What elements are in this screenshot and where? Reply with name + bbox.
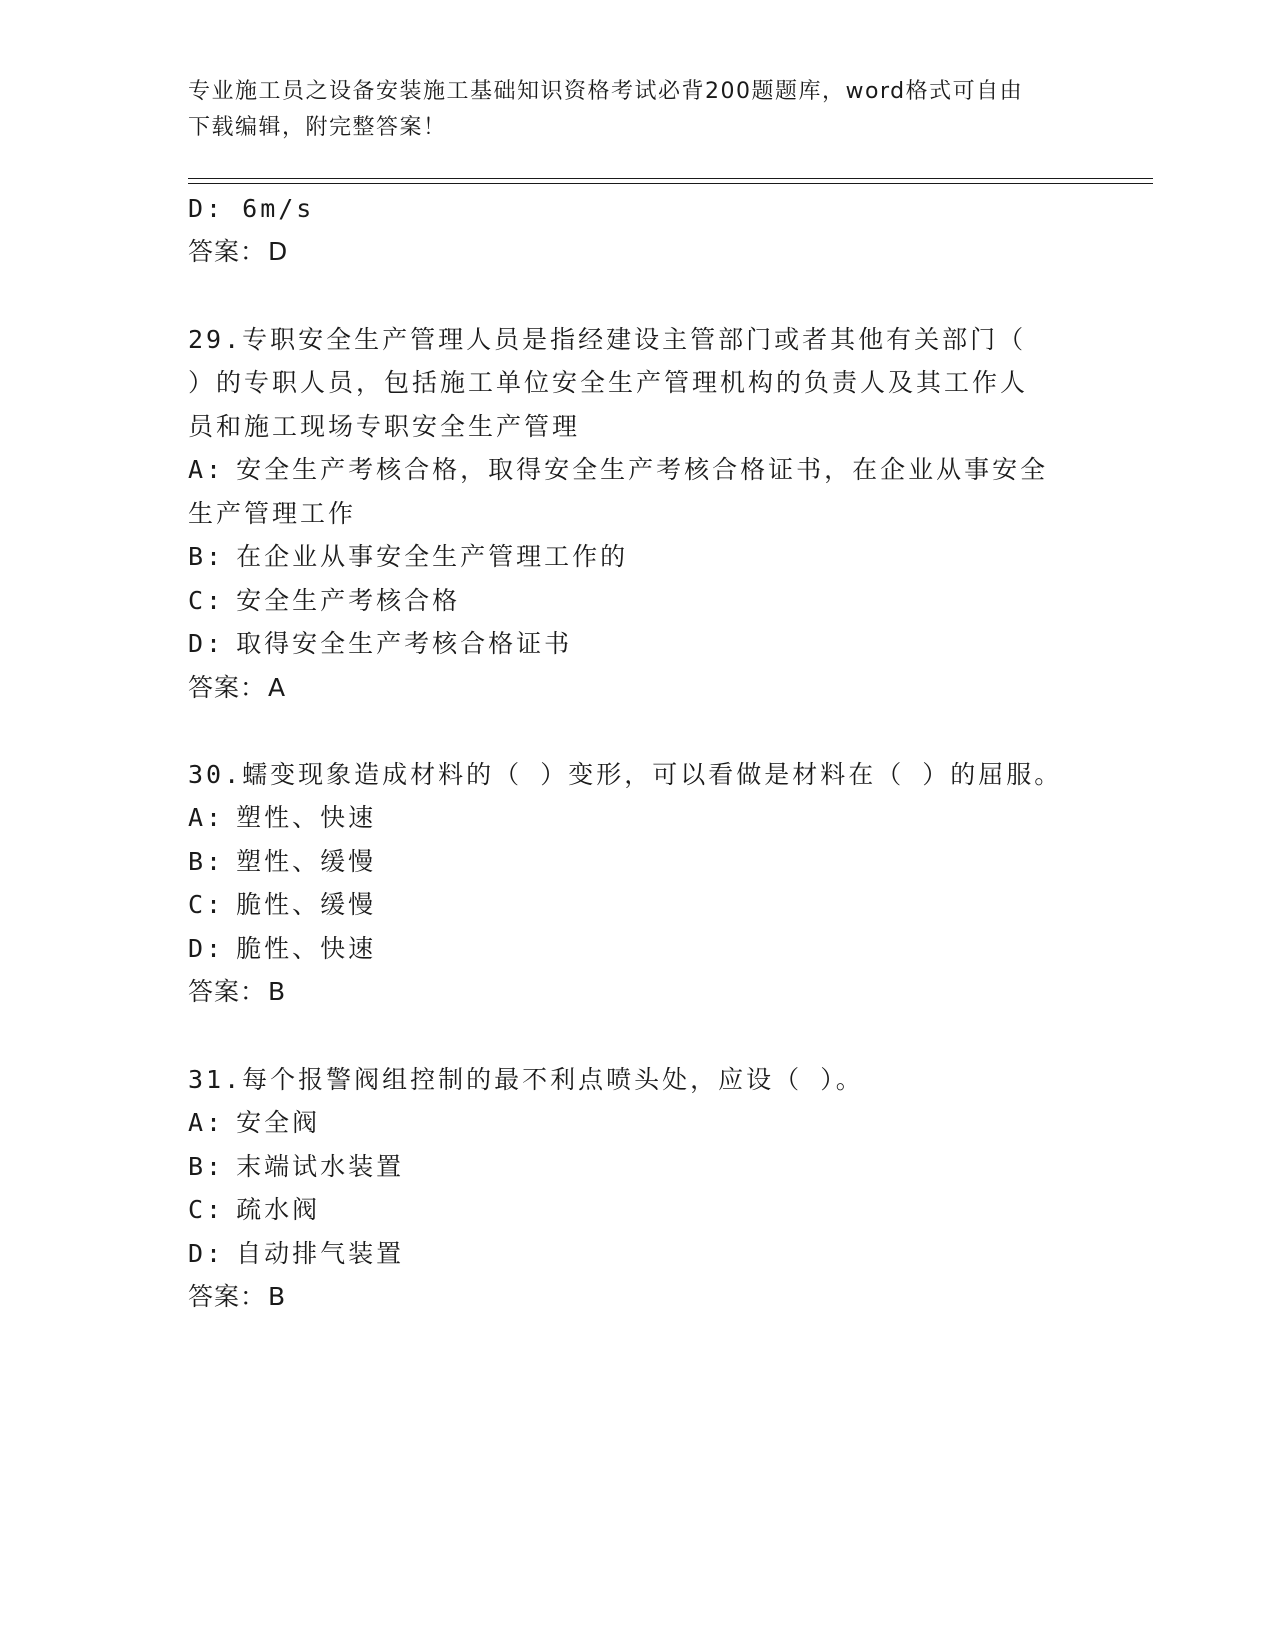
answer-value: B <box>268 1282 287 1311</box>
option-letter: C: <box>188 1195 225 1224</box>
question-30-answer <box>188 975 286 1009</box>
option-text: 在企业从事安全生产管理工作的 <box>236 542 629 571</box>
question-30-option-d <box>188 932 376 966</box>
header-divider-top <box>188 178 1153 179</box>
answer-value: A <box>268 673 287 702</box>
option-text: 末端试水装置 <box>236 1152 405 1181</box>
answer-value: D <box>268 237 289 266</box>
answer-value: B <box>268 977 287 1006</box>
option-text: 安全生产考核合格，取得安全生产考核合格证书，在企业从事安全 <box>236 455 1049 484</box>
option-text: 安全阀 <box>236 1108 321 1137</box>
option-text: 取得安全生产考核合格证书 <box>236 629 573 658</box>
answer-label: 答案： <box>188 673 267 702</box>
question-29-option-b <box>188 540 628 574</box>
question-29-option-c <box>188 584 460 618</box>
option-text: 塑性、快速 <box>236 803 377 832</box>
option-text: 自动排气装置 <box>236 1239 405 1268</box>
question-31-option-c <box>188 1193 320 1227</box>
document-header <box>188 74 1088 146</box>
question-30-option-c <box>188 888 376 922</box>
option-letter: B: <box>188 847 225 876</box>
option-text: 脆性、快速 <box>236 934 377 963</box>
option-text: 安全生产考核合格 <box>236 586 461 615</box>
option-letter: D: <box>188 1239 225 1268</box>
question-30-option-b <box>188 845 376 879</box>
answer-label: 答案： <box>188 237 267 266</box>
question-29-option-d <box>188 627 572 661</box>
option-letter: B: <box>188 1152 225 1181</box>
option-letter: C: <box>188 586 225 615</box>
header-line-1: 专业施工员之设备安装施工基础知识资格考试必背200题题库，word格式可自由 <box>188 79 1024 104</box>
option-letter: A: <box>188 1108 225 1137</box>
answer-label: 答案： <box>188 977 267 1006</box>
option-text: 脆性、缓慢 <box>236 890 377 919</box>
option-letter: B: <box>188 542 225 571</box>
option-letter: C: <box>188 890 225 919</box>
question-29-answer <box>188 671 286 705</box>
answer-label: 答案： <box>188 1282 267 1311</box>
question-29-option-a <box>188 453 1048 487</box>
question-29-stem-line-1: 29.专职安全生产管理人员是指经建设主管部门或者其他有关部门（ <box>188 325 1027 354</box>
option-letter: D: <box>188 629 225 658</box>
option-letter: D: <box>188 934 225 963</box>
question-31-stem-line-1: 31.每个报警阀组控制的最不利点喷头处，应设（ ）。 <box>188 1065 864 1094</box>
option-letter: A: <box>188 455 225 484</box>
question-30-stem-line-1: 30.蠕变现象造成材料的（ ）变形，可以看做是材料在（ ）的屈服。 <box>188 760 1063 789</box>
option-text: 疏水阀 <box>236 1195 321 1224</box>
question-31-answer <box>188 1280 286 1314</box>
prev-answer <box>188 235 288 269</box>
question-31-option-d <box>188 1237 404 1271</box>
question-29-option-a-cont: 生产管理工作 <box>188 499 357 528</box>
header-divider-bottom <box>188 183 1153 184</box>
header-line-2: 下载编辑，附完整答案！ <box>188 115 447 140</box>
question-30-option-a <box>188 801 376 835</box>
question-29-stem-line-2: ）的专职人员，包括施工单位安全生产管理机构的负责人及其工作人 <box>188 368 1029 397</box>
option-text: 塑性、缓慢 <box>236 847 377 876</box>
question-31-option-a <box>188 1106 320 1140</box>
prev-option-d: D: 6m/s <box>188 194 315 223</box>
question-31-option-b <box>188 1150 404 1184</box>
question-29-stem-line-3: 员和施工现场专职安全生产管理 <box>188 412 581 441</box>
option-letter: A: <box>188 803 225 832</box>
